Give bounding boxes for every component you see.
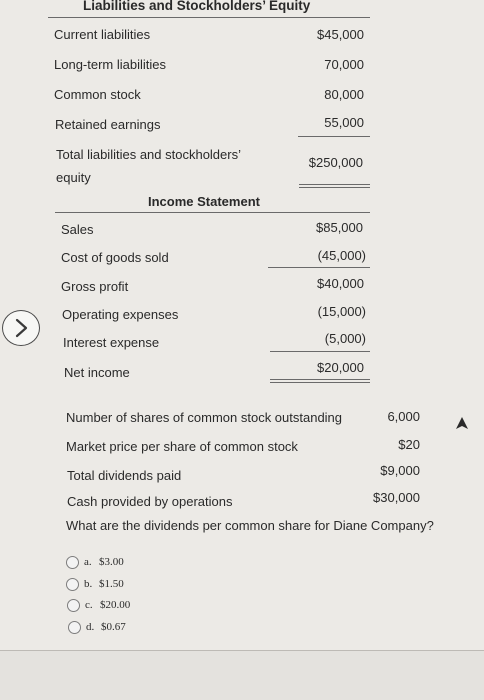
bs-total-label-line1: Total liabilities and stockholders’ — [56, 147, 241, 162]
bottom-divider — [0, 650, 484, 651]
bs-value-long-term-liabilities: 70,000 — [324, 57, 364, 72]
option-c-text[interactable]: $20.00 — [100, 599, 131, 611]
option-d-letter: d. — [86, 621, 95, 633]
is-label-gross-profit: Gross profit — [61, 279, 129, 294]
option-b-text[interactable]: $1.50 — [99, 578, 124, 590]
is-value-operating-expenses: (15,000) — [317, 304, 366, 319]
option-d-radio[interactable] — [68, 621, 81, 634]
other-label-cash-operations: Cash provided by operations — [67, 494, 233, 509]
other-label-market-price: Market price per share of common stock — [66, 439, 298, 454]
is-label-net-income: Net income — [64, 365, 130, 380]
bs-value-common-stock: 80,000 — [324, 87, 364, 102]
is-value-interest-expense: (5,000) — [324, 331, 366, 346]
income-statement-title: Income Statement — [148, 194, 260, 209]
chevron-right-icon — [3, 311, 39, 345]
is-interest-underline — [270, 351, 370, 352]
is-net-double-line-2 — [270, 382, 370, 383]
question-text: What are the dividends per common share for Diane Company? — [66, 518, 434, 533]
balance-sheet-title: Liabilities and Stockholders’ Equity — [83, 0, 311, 13]
bs-label-long-term-liabilities: Long-term liabilities — [54, 57, 166, 72]
other-label-dividends-paid: Total dividends paid — [67, 468, 182, 483]
option-a-letter: a. — [84, 556, 92, 568]
is-value-cogs: (45,000) — [317, 248, 366, 263]
is-label-sales: Sales — [61, 222, 94, 237]
bs-value-retained-earnings: 55,000 — [324, 115, 364, 130]
is-label-interest-expense: Interest expense — [63, 335, 160, 350]
next-question-button[interactable] — [2, 310, 40, 346]
bs-total-double-line-1 — [299, 184, 370, 185]
option-b-letter: b. — [84, 578, 93, 590]
option-a-text[interactable]: $3.00 — [99, 556, 124, 568]
bs-label-retained-earnings: Retained earnings — [55, 117, 161, 132]
income-title-underline — [55, 212, 370, 213]
option-d-text[interactable]: $0.67 — [101, 621, 126, 633]
bs-subtotal-line — [298, 136, 370, 137]
is-label-operating-expenses: Operating expenses — [62, 307, 179, 322]
other-value-cash-operations: $30,000 — [373, 490, 420, 505]
bs-total-label-line2: equity — [56, 170, 91, 185]
option-c-letter: c. — [85, 599, 93, 611]
bs-value-current-liabilities: $45,000 — [317, 27, 364, 42]
is-label-cogs: Cost of goods sold — [61, 250, 169, 265]
other-value-shares-outstanding: 6,000 — [387, 409, 420, 424]
other-value-market-price: $20 — [398, 437, 420, 452]
bottom-bar — [0, 650, 484, 700]
bs-label-current-liabilities: Current liabilities — [54, 27, 151, 42]
other-label-shares-outstanding: Number of shares of common stock outstanding — [66, 410, 343, 425]
is-net-double-line-1 — [270, 379, 370, 380]
bs-total-value: $250,000 — [308, 155, 363, 170]
bs-label-common-stock: Common stock — [54, 87, 141, 102]
balance-title-underline — [48, 17, 370, 18]
is-value-gross-profit: $40,000 — [317, 276, 364, 291]
is-value-sales: $85,000 — [316, 220, 363, 235]
mouse-cursor-icon — [455, 416, 469, 432]
option-a-radio[interactable] — [66, 556, 79, 569]
is-value-net-income: $20,000 — [317, 360, 364, 375]
other-value-dividends-paid: $9,000 — [380, 463, 420, 478]
option-c-radio[interactable] — [67, 599, 80, 612]
is-cogs-underline — [268, 267, 370, 268]
bs-total-double-line-2 — [299, 187, 370, 188]
option-b-radio[interactable] — [66, 578, 79, 591]
